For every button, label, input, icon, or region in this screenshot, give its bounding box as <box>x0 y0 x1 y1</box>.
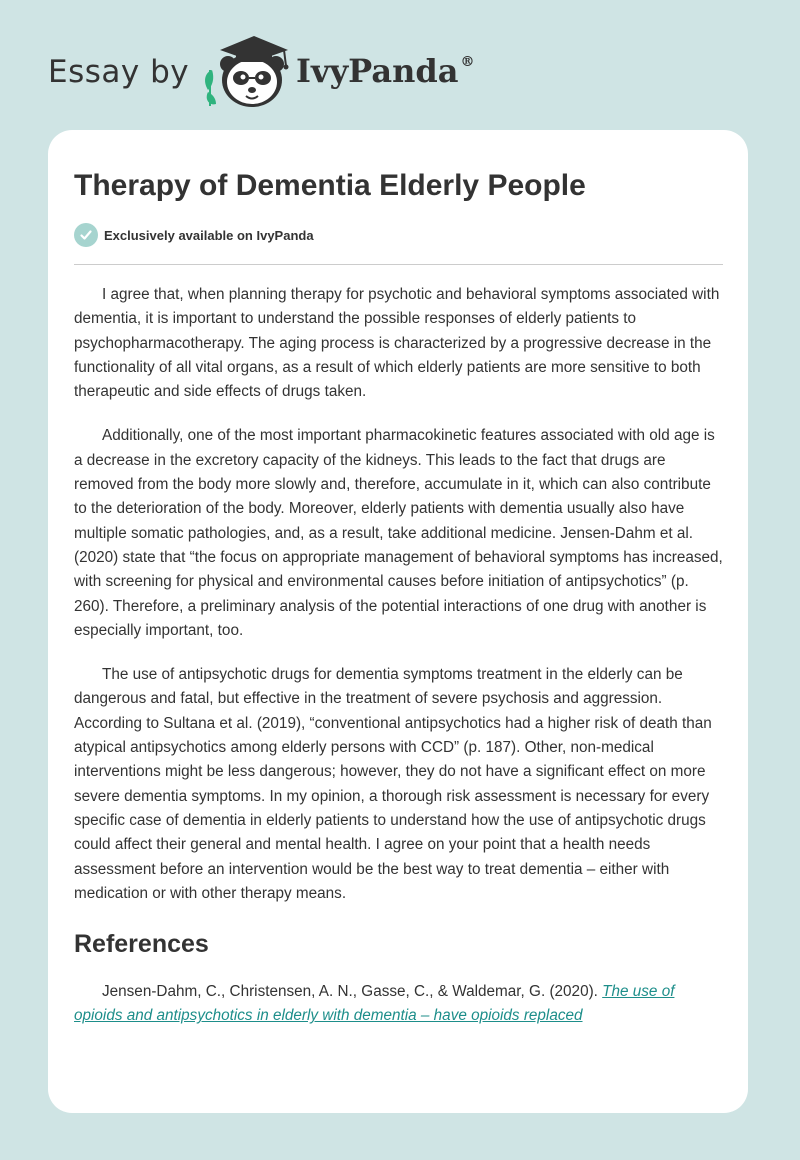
brand-prefix: Essay by <box>48 54 190 90</box>
paragraph-1: I agree that, when planning therapy for psychotic and behavioral symptoms associated with dementia, it is important to understand the possible responses of elderly patients to psychopharmacotherapy. The aging process is characterized by a progressive decrease in the functionality of all vital organs, as a result of which elderly patients are more sensitive to both therapeutic and side effects of drugs taken. <box>74 286 720 401</box>
registered-mark: ® <box>460 54 475 70</box>
site-logo[interactable] <box>48 30 548 110</box>
essay-content <box>74 166 724 1029</box>
exclusive-text: Exclusively available on IvyPanda <box>104 227 314 243</box>
exclusive-badge <box>74 222 724 248</box>
divider <box>74 264 723 265</box>
brand-name: IvyPanda ® <box>296 52 475 90</box>
reference-authors: Jensen-Dahm, C., Christensen, A. N., Gasse, C., & Waldemar, G. (2020). <box>102 983 603 1001</box>
essay-card <box>48 130 748 1113</box>
reference-link[interactable]: The use of opioids and antipsychotics in elderly with dementia – have opioids replaced <box>74 983 675 1025</box>
page-title: Therapy of Dementia Elderly People <box>74 169 586 202</box>
paragraph-2: Additionally, one of the most important pharmacokinetic features associated with old age is a decrease in the excretory capacity of the kidneys. This leads to the fact that drugs are removed from the body more slowly and, therefore, accumulate in it, which can also contribute to the deterioration of the body. Moreover, elderly patients with dementia usually also have multiple somatic pathologies, and, as a result, take additional medicine. Jensen-Dahm et al. (2020) state that “the focus on appropriate management of behavioral symptoms has increased, with screening for physical and environmental causes before initiation of antipsychotics” (p. 260). Therefore, a preliminary analysis of the potential interactions of one drug with another is especially important, too. <box>74 427 723 639</box>
references-heading: References <box>74 930 209 959</box>
checkmark-icon <box>74 223 98 247</box>
panda-graduate-icon <box>198 30 298 110</box>
paragraph-3: The use of antipsychotic drugs for dementia symptoms treatment in the elderly can be dangerous and fatal, but effective in the treatment of severe psychosis and aggression. According to Sultana et al. (2019), “conventional antipsychotics had a higher risk of death than atypical antipsychotics among elderly persons with CCD” (p. 187). Other, non-medical interventions might be less dangerous; however, they do not have a significant effect on more severe dementia symptoms. In my opinion, a thorough risk assessment is necessary for every specific case of dementia in elderly patients to understand how the use of antipsychotic drugs could affect their general and mental health. I agree on your point that a health needs assessment before an intervention would be the best way to treat dementia – either with medication or with other therapy means. <box>74 666 712 902</box>
reference-entry <box>74 980 724 1029</box>
